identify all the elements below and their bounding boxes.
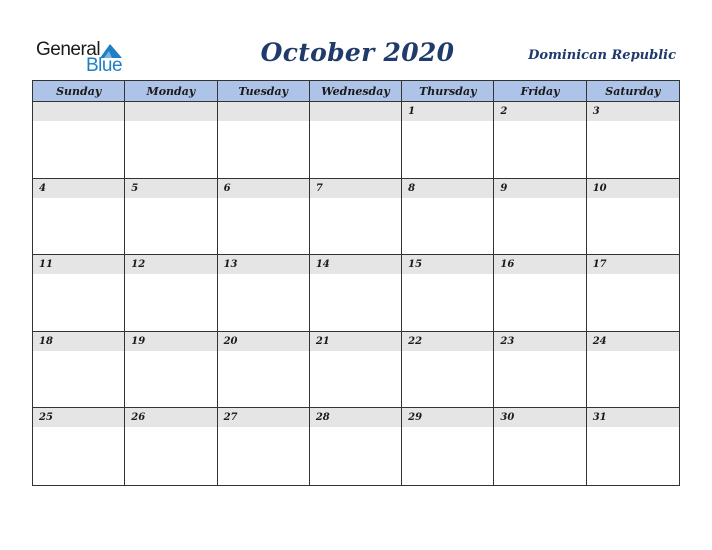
weekday-header-thursday: Thursday bbox=[402, 81, 494, 102]
day-cell bbox=[125, 332, 217, 409]
day-number: 15 bbox=[402, 255, 493, 274]
logo-blue-text: Blue bbox=[86, 55, 123, 76]
day-cell bbox=[33, 102, 125, 179]
day-cell bbox=[310, 255, 402, 332]
day-number: 14 bbox=[310, 255, 401, 274]
day-number: 22 bbox=[402, 332, 493, 351]
page-title: October 2020 bbox=[260, 38, 455, 67]
weekday-header-friday: Friday bbox=[494, 81, 586, 102]
day-cell bbox=[587, 408, 679, 485]
day-number: 3 bbox=[587, 102, 679, 121]
day-number: 16 bbox=[494, 255, 585, 274]
day-number: 13 bbox=[218, 255, 309, 274]
day-cell bbox=[402, 255, 494, 332]
day-number: 2 bbox=[494, 102, 585, 121]
day-cell bbox=[402, 102, 494, 179]
day-cell bbox=[33, 408, 125, 485]
day-cell bbox=[218, 102, 310, 179]
day-cell bbox=[494, 102, 586, 179]
day-cell bbox=[33, 332, 125, 409]
day-number: 11 bbox=[33, 255, 124, 274]
day-cell bbox=[125, 179, 217, 256]
country-name: Dominican Republic bbox=[528, 48, 676, 63]
day-cell bbox=[587, 255, 679, 332]
calendar-grid bbox=[32, 80, 680, 486]
day-cell bbox=[587, 332, 679, 409]
logo-general-text: General bbox=[36, 39, 101, 60]
day-cell bbox=[494, 255, 586, 332]
day-cell bbox=[310, 408, 402, 485]
day-cell bbox=[587, 179, 679, 256]
weekday-header-wednesday: Wednesday bbox=[310, 81, 402, 102]
day-number: 25 bbox=[33, 408, 124, 427]
day-cell bbox=[33, 179, 125, 256]
day-number: 17 bbox=[587, 255, 679, 274]
day-number: 1 bbox=[402, 102, 493, 121]
day-number: 24 bbox=[587, 332, 679, 351]
day-number: 23 bbox=[494, 332, 585, 351]
day-number: 18 bbox=[33, 332, 124, 351]
day-number: 20 bbox=[218, 332, 309, 351]
day-number: 29 bbox=[402, 408, 493, 427]
generalblue-logo bbox=[36, 39, 136, 75]
day-cell bbox=[402, 332, 494, 409]
day-cell bbox=[125, 102, 217, 179]
day-number bbox=[33, 102, 124, 121]
day-number: 21 bbox=[310, 332, 401, 351]
weekday-header-saturday: Saturday bbox=[587, 81, 679, 102]
day-cell bbox=[218, 255, 310, 332]
day-cell bbox=[494, 332, 586, 409]
day-cell bbox=[125, 255, 217, 332]
day-cell bbox=[218, 332, 310, 409]
day-number: 31 bbox=[587, 408, 679, 427]
weekday-header-tuesday: Tuesday bbox=[218, 81, 310, 102]
day-cell bbox=[218, 408, 310, 485]
day-cell bbox=[33, 255, 125, 332]
day-cell bbox=[125, 408, 217, 485]
day-cell bbox=[402, 408, 494, 485]
day-cell bbox=[587, 102, 679, 179]
day-number: 6 bbox=[218, 179, 309, 198]
day-number: 26 bbox=[125, 408, 216, 427]
day-number: 30 bbox=[494, 408, 585, 427]
day-cell bbox=[494, 179, 586, 256]
day-number: 5 bbox=[125, 179, 216, 198]
day-cell bbox=[402, 179, 494, 256]
day-number: 9 bbox=[494, 179, 585, 198]
day-number: 12 bbox=[125, 255, 216, 274]
weekday-header-monday: Monday bbox=[125, 81, 217, 102]
day-number bbox=[218, 102, 309, 121]
weekday-header-sunday: Sunday bbox=[33, 81, 125, 102]
day-number bbox=[125, 102, 216, 121]
day-number: 19 bbox=[125, 332, 216, 351]
day-cell bbox=[310, 332, 402, 409]
day-number: 8 bbox=[402, 179, 493, 198]
day-number: 10 bbox=[587, 179, 679, 198]
day-number: 28 bbox=[310, 408, 401, 427]
day-cell bbox=[310, 102, 402, 179]
day-cell bbox=[494, 408, 586, 485]
day-number: 7 bbox=[310, 179, 401, 198]
day-cell bbox=[310, 179, 402, 256]
day-number: 27 bbox=[218, 408, 309, 427]
day-cell bbox=[218, 179, 310, 256]
day-number: 4 bbox=[33, 179, 124, 198]
day-number bbox=[310, 102, 401, 121]
